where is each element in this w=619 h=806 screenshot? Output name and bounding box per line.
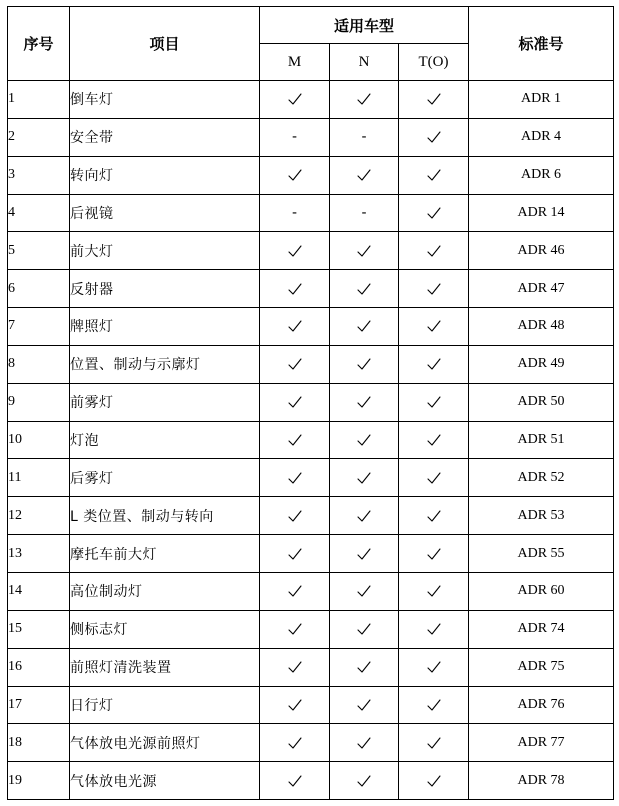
table-row bbox=[8, 383, 614, 421]
check-icon bbox=[357, 396, 371, 408]
row-item-name: 高位制动灯 bbox=[70, 572, 260, 610]
row-number: 1 bbox=[8, 81, 70, 119]
applicability-t bbox=[399, 308, 469, 346]
applicability-n bbox=[330, 345, 399, 383]
row-standard-number: ADR 47 bbox=[469, 270, 614, 308]
check-icon bbox=[427, 207, 441, 219]
row-standard-number: ADR 53 bbox=[469, 497, 614, 535]
check-icon bbox=[288, 510, 302, 522]
applicability-n bbox=[330, 497, 399, 535]
applicability-t bbox=[399, 572, 469, 610]
applicability-n bbox=[330, 156, 399, 194]
applicability-t bbox=[399, 270, 469, 308]
row-item-name: 摩托车前大灯 bbox=[70, 535, 260, 573]
row-standard-number: ADR 60 bbox=[469, 572, 614, 610]
check-icon bbox=[357, 661, 371, 673]
applicability-m bbox=[260, 156, 330, 194]
applicability-m bbox=[260, 194, 330, 232]
row-number: 2 bbox=[8, 118, 70, 156]
applicability-t bbox=[399, 686, 469, 724]
applicability-t bbox=[399, 497, 469, 535]
check-icon bbox=[288, 358, 302, 370]
adr-standards-table bbox=[7, 6, 614, 800]
applicability-t bbox=[399, 535, 469, 573]
row-item-name: 后视镜 bbox=[70, 194, 260, 232]
check-icon bbox=[357, 320, 371, 332]
applicability-n bbox=[330, 535, 399, 573]
applicability-t bbox=[399, 648, 469, 686]
check-icon bbox=[288, 472, 302, 484]
header-item: 项目 bbox=[70, 7, 260, 81]
table-row bbox=[8, 535, 614, 573]
applicability-n bbox=[330, 724, 399, 762]
applicability-t bbox=[399, 610, 469, 648]
row-number: 4 bbox=[8, 194, 70, 232]
check-icon bbox=[427, 358, 441, 370]
applicability-t bbox=[399, 194, 469, 232]
not-applicable-dash: - bbox=[291, 204, 298, 221]
table-row bbox=[8, 81, 614, 119]
check-icon bbox=[288, 434, 302, 446]
table-body bbox=[8, 81, 614, 800]
applicability-t bbox=[399, 383, 469, 421]
row-item-name: 牌照灯 bbox=[70, 308, 260, 346]
check-icon bbox=[357, 93, 371, 105]
header-standard-number: 标准号 bbox=[469, 7, 614, 81]
check-icon bbox=[427, 775, 441, 787]
row-standard-number: ADR 1 bbox=[469, 81, 614, 119]
row-number: 13 bbox=[8, 535, 70, 573]
check-icon bbox=[357, 358, 371, 370]
applicability-m bbox=[260, 535, 330, 573]
check-icon bbox=[427, 131, 441, 143]
check-icon bbox=[427, 396, 441, 408]
row-standard-number: ADR 52 bbox=[469, 459, 614, 497]
table-row bbox=[8, 421, 614, 459]
row-standard-number: ADR 14 bbox=[469, 194, 614, 232]
row-standard-number: ADR 51 bbox=[469, 421, 614, 459]
applicability-m bbox=[260, 118, 330, 156]
check-icon bbox=[357, 434, 371, 446]
row-number: 19 bbox=[8, 762, 70, 800]
table-row bbox=[8, 118, 614, 156]
row-number: 7 bbox=[8, 308, 70, 346]
not-applicable-dash: - bbox=[291, 129, 298, 146]
applicability-n bbox=[330, 648, 399, 686]
table-row bbox=[8, 308, 614, 346]
check-icon bbox=[288, 396, 302, 408]
check-icon bbox=[357, 283, 371, 295]
check-icon bbox=[427, 472, 441, 484]
applicability-m bbox=[260, 610, 330, 648]
check-icon bbox=[288, 169, 302, 181]
row-number: 14 bbox=[8, 572, 70, 610]
header-col-n: N bbox=[330, 44, 399, 81]
check-icon bbox=[357, 472, 371, 484]
applicability-m bbox=[260, 81, 330, 119]
row-number: 10 bbox=[8, 421, 70, 459]
applicability-n bbox=[330, 270, 399, 308]
row-number: 9 bbox=[8, 383, 70, 421]
row-standard-number: ADR 77 bbox=[469, 724, 614, 762]
check-icon bbox=[427, 737, 441, 749]
row-number: 3 bbox=[8, 156, 70, 194]
check-icon bbox=[427, 434, 441, 446]
table-header bbox=[8, 7, 614, 81]
applicability-t bbox=[399, 459, 469, 497]
applicability-m bbox=[260, 421, 330, 459]
applicability-t bbox=[399, 345, 469, 383]
not-applicable-dash: - bbox=[361, 204, 367, 221]
row-item-name: 反射器 bbox=[70, 270, 260, 308]
check-icon bbox=[357, 510, 371, 522]
table-row bbox=[8, 270, 614, 308]
applicability-m bbox=[260, 572, 330, 610]
check-icon bbox=[427, 699, 441, 711]
row-number: 11 bbox=[8, 459, 70, 497]
row-number: 5 bbox=[8, 232, 70, 270]
applicability-t bbox=[399, 724, 469, 762]
applicability-m bbox=[260, 345, 330, 383]
row-standard-number: ADR 49 bbox=[469, 345, 614, 383]
row-item-name: 转向灯 bbox=[70, 156, 260, 194]
check-icon bbox=[427, 661, 441, 673]
check-icon bbox=[288, 585, 302, 597]
check-icon bbox=[288, 623, 302, 635]
check-icon bbox=[288, 661, 302, 673]
table-row bbox=[8, 194, 614, 232]
row-standard-number: ADR 46 bbox=[469, 232, 614, 270]
row-number: 6 bbox=[8, 270, 70, 308]
row-item-name: 后雾灯 bbox=[70, 459, 260, 497]
check-icon bbox=[427, 623, 441, 635]
header-col-t: T(O) bbox=[399, 44, 469, 81]
check-icon bbox=[288, 93, 302, 105]
table-row bbox=[8, 497, 614, 535]
header-seq: 序号 bbox=[8, 7, 70, 81]
table-row bbox=[8, 156, 614, 194]
check-icon bbox=[427, 169, 441, 181]
applicability-t bbox=[399, 421, 469, 459]
row-standard-number: ADR 50 bbox=[469, 383, 614, 421]
row-number: 18 bbox=[8, 724, 70, 762]
row-item-name: 侧标志灯 bbox=[70, 610, 260, 648]
applicability-t bbox=[399, 156, 469, 194]
check-icon bbox=[288, 548, 302, 560]
row-number: 17 bbox=[8, 686, 70, 724]
row-item-name: L 类位置、制动与转向 bbox=[70, 497, 260, 535]
row-standard-number: ADR 6 bbox=[469, 156, 614, 194]
row-standard-number: ADR 4 bbox=[469, 118, 614, 156]
check-icon bbox=[427, 283, 441, 295]
check-icon bbox=[357, 585, 371, 597]
row-item-name: 安全带 bbox=[70, 118, 260, 156]
check-icon bbox=[357, 775, 371, 787]
applicability-n bbox=[330, 686, 399, 724]
applicability-m bbox=[260, 648, 330, 686]
table-row bbox=[8, 345, 614, 383]
row-item-name: 位置、制动与示廓灯 bbox=[70, 345, 260, 383]
applicability-m bbox=[260, 724, 330, 762]
applicability-n bbox=[330, 194, 399, 232]
header-col-m: M bbox=[260, 44, 330, 81]
not-applicable-dash: - bbox=[361, 129, 367, 146]
applicability-m bbox=[260, 459, 330, 497]
check-icon bbox=[427, 585, 441, 597]
applicability-n bbox=[330, 232, 399, 270]
row-standard-number: ADR 55 bbox=[469, 535, 614, 573]
row-number: 12 bbox=[8, 497, 70, 535]
table-row bbox=[8, 762, 614, 800]
check-icon bbox=[288, 283, 302, 295]
applicability-t bbox=[399, 118, 469, 156]
applicability-n bbox=[330, 383, 399, 421]
row-item-name: 前照灯清洗装置 bbox=[70, 648, 260, 686]
check-icon bbox=[427, 510, 441, 522]
row-number: 16 bbox=[8, 648, 70, 686]
applicability-m bbox=[260, 308, 330, 346]
row-standard-number: ADR 48 bbox=[469, 308, 614, 346]
row-standard-number: ADR 75 bbox=[469, 648, 614, 686]
table-row bbox=[8, 648, 614, 686]
table-row bbox=[8, 459, 614, 497]
row-item-name: 灯泡 bbox=[70, 421, 260, 459]
check-icon bbox=[288, 320, 302, 332]
applicability-m bbox=[260, 270, 330, 308]
check-icon bbox=[427, 548, 441, 560]
check-icon bbox=[357, 548, 371, 560]
applicability-t bbox=[399, 762, 469, 800]
check-icon bbox=[288, 775, 302, 787]
row-item-name: 前大灯 bbox=[70, 232, 260, 270]
applicability-m bbox=[260, 232, 330, 270]
header-applicable-vehicle-types: 适用车型 bbox=[260, 7, 469, 44]
row-standard-number: ADR 74 bbox=[469, 610, 614, 648]
applicability-n bbox=[330, 459, 399, 497]
check-icon bbox=[427, 93, 441, 105]
check-icon bbox=[427, 320, 441, 332]
check-icon bbox=[288, 245, 302, 257]
applicability-n bbox=[330, 81, 399, 119]
applicability-n bbox=[330, 308, 399, 346]
applicability-m bbox=[260, 686, 330, 724]
applicability-n bbox=[330, 118, 399, 156]
table-row bbox=[8, 610, 614, 648]
table-row bbox=[8, 232, 614, 270]
table-row bbox=[8, 686, 614, 724]
row-item-name: 气体放电光源 bbox=[70, 762, 260, 800]
check-icon bbox=[288, 737, 302, 749]
check-icon bbox=[357, 737, 371, 749]
check-icon bbox=[357, 623, 371, 635]
applicability-t bbox=[399, 232, 469, 270]
check-icon bbox=[427, 245, 441, 257]
applicability-n bbox=[330, 610, 399, 648]
row-item-name: 倒车灯 bbox=[70, 81, 260, 119]
row-standard-number: ADR 78 bbox=[469, 762, 614, 800]
applicability-n bbox=[330, 421, 399, 459]
applicability-n bbox=[330, 762, 399, 800]
row-standard-number: ADR 76 bbox=[469, 686, 614, 724]
table-row bbox=[8, 572, 614, 610]
row-number: 15 bbox=[8, 610, 70, 648]
applicability-m bbox=[260, 383, 330, 421]
check-icon bbox=[357, 699, 371, 711]
check-icon bbox=[357, 245, 371, 257]
row-item-name: 前雾灯 bbox=[70, 383, 260, 421]
row-item-name: 气体放电光源前照灯 bbox=[70, 724, 260, 762]
applicability-m bbox=[260, 497, 330, 535]
check-icon bbox=[288, 699, 302, 711]
row-number: 8 bbox=[8, 345, 70, 383]
applicability-t bbox=[399, 81, 469, 119]
row-item-name: 日行灯 bbox=[70, 686, 260, 724]
table-row bbox=[8, 724, 614, 762]
applicability-m bbox=[260, 762, 330, 800]
applicability-n bbox=[330, 572, 399, 610]
check-icon bbox=[357, 169, 371, 181]
